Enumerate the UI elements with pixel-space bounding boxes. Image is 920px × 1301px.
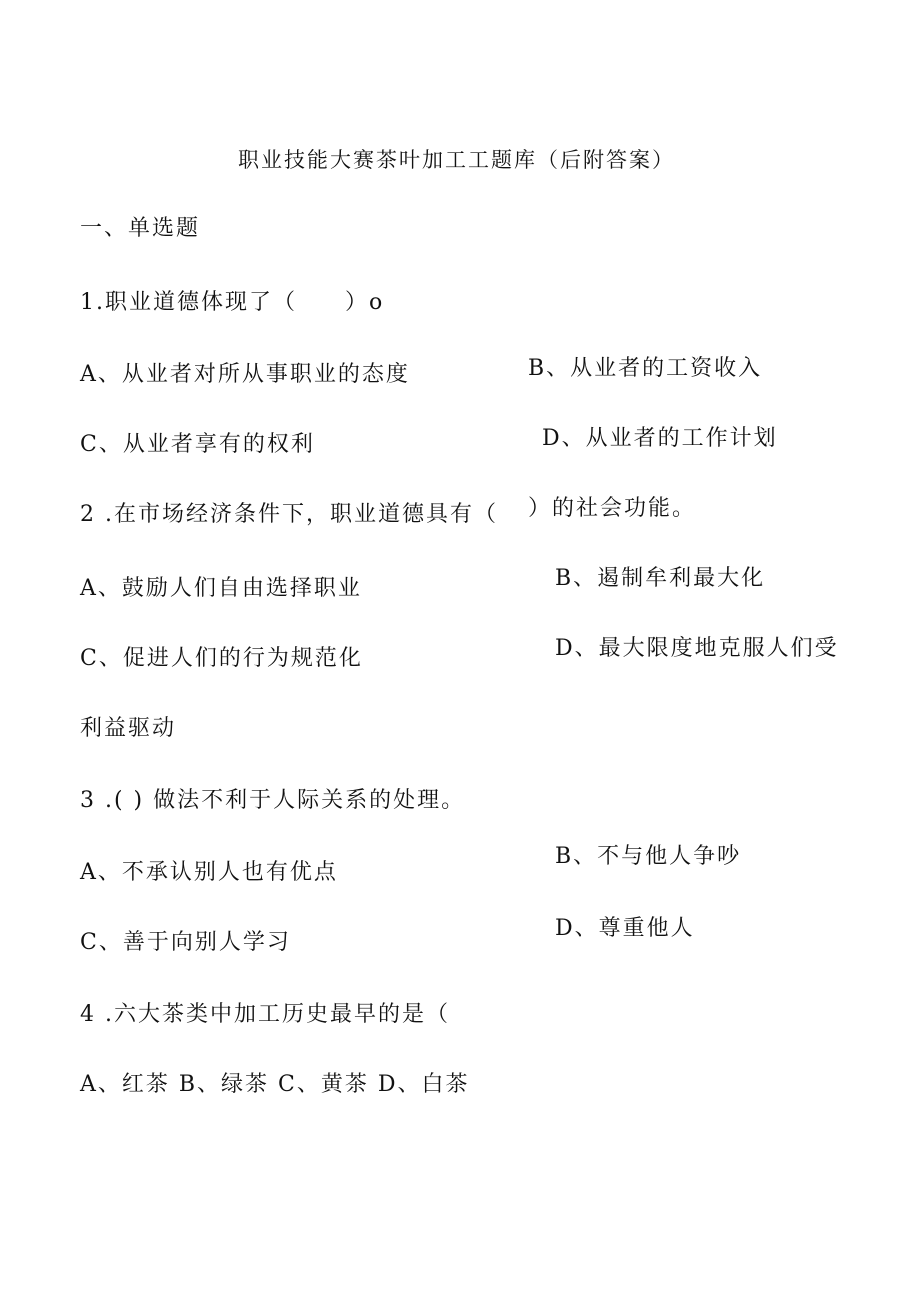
question-2-option-d: D、最大限度地克服人们受 <box>555 636 839 661</box>
question-1-option-a: A、从业者对所从事职业的态度 <box>80 362 410 387</box>
question-2-stem-continued: ）的社会功能。 <box>528 496 697 521</box>
question-3-option-c: C、善于向别人学习 <box>80 930 291 955</box>
question-2-stem: 2 .在市场经济条件下，职业道德具有（ <box>80 502 498 527</box>
question-1-option-d: D、从业者的工作计划 <box>542 426 778 451</box>
document-title: 职业技能大赛茶叶加工工题库（后附答案） <box>238 148 675 172</box>
question-3-option-d: D、尊重他人 <box>555 916 695 941</box>
question-4-stem: 4 .六大茶类中加工历史最早的是（ <box>80 1002 450 1027</box>
question-4-options: A、红茶 B、绿茶 C、黄茶 D、白茶 <box>80 1072 470 1097</box>
question-2-option-c: C、促进人们的行为规范化 <box>80 646 363 671</box>
question-3-option-a: A、不承认别人也有优点 <box>80 860 338 885</box>
question-2-option-a: A、鼓励人们自由选择职业 <box>80 576 362 601</box>
section-heading: 一、单选题 <box>80 216 201 241</box>
question-1-option-c: C、从业者享有的权利 <box>80 432 315 457</box>
question-2-option-d-continued: 利益驱动 <box>80 716 177 741</box>
question-1-stem: 1.职业道德体现了（ ）o <box>80 290 385 315</box>
question-3-stem: 3 .( ) 做法不利于人际关系的处理。 <box>80 788 466 813</box>
question-2-option-b: B、遏制牟利最大化 <box>555 566 766 591</box>
question-1-option-b: B、从业者的工资收入 <box>528 356 763 381</box>
question-3-option-b: B、不与他人争吵 <box>555 844 742 869</box>
